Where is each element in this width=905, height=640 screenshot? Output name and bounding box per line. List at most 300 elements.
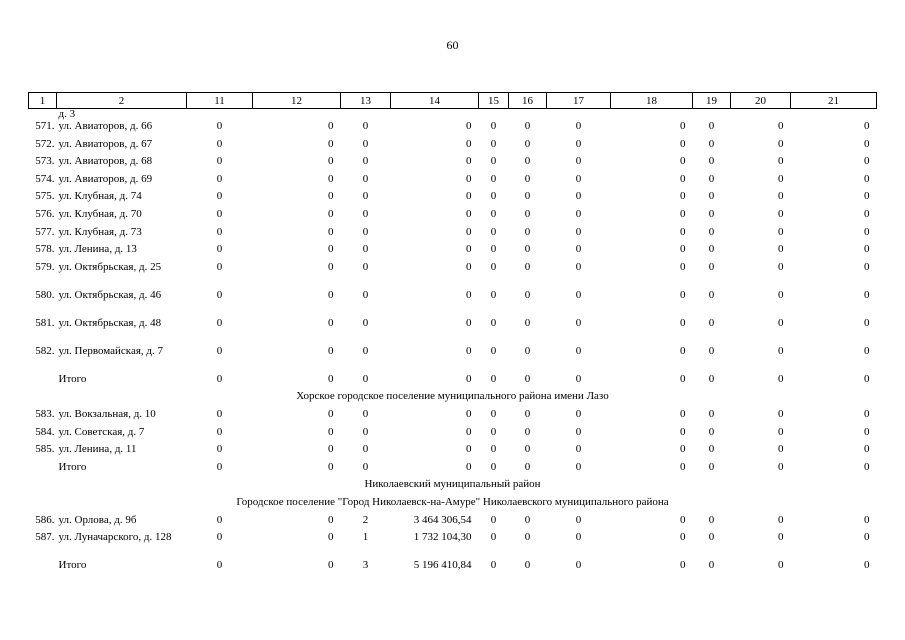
value-cell: 0 (524, 288, 531, 301)
value-cell: 0 (216, 344, 223, 357)
value-cell: 0 (362, 137, 369, 150)
value-cell: 0 (864, 460, 870, 473)
value-cell: 0 (490, 443, 497, 456)
value-cell: 0 (524, 120, 531, 132)
value-cell: 0 (778, 344, 784, 357)
value-cell: 0 (778, 425, 784, 438)
row-number: 573. (35, 155, 55, 168)
value-cell: 0 (708, 288, 715, 301)
value-cell: 0 (216, 243, 223, 256)
value-cell: 0 (778, 137, 784, 150)
value-cell: 0 (864, 260, 870, 273)
value-cell: 0 (778, 190, 784, 203)
value-cell: 0 (490, 425, 497, 438)
address-cell: ул. Первомайская, д. 7 (58, 344, 163, 357)
value-cell: 0 (328, 225, 334, 238)
value-cell: 0 (575, 407, 582, 420)
value-cell: 0 (680, 443, 686, 456)
value-cell: 0 (216, 155, 223, 168)
section-heading-row (29, 391, 877, 409)
value-cell: 0 (362, 407, 369, 420)
value-cell: 0 (524, 513, 531, 526)
value-cell: 0 (216, 531, 223, 544)
value-cell: 0 (328, 260, 334, 273)
value-cell: 0 (216, 372, 223, 385)
row-number-cell (29, 374, 57, 392)
value-cell: 0 (524, 344, 531, 357)
value-cell: 0 (328, 155, 334, 168)
column-header: 14 (391, 93, 479, 109)
value-cell: 0 (575, 225, 582, 238)
row-number-cell (29, 462, 57, 480)
row-number: 571. (35, 120, 55, 132)
total-row (29, 560, 877, 578)
value-cell: 0 (328, 316, 334, 329)
value-cell: 0 (864, 190, 870, 203)
value-cell: 0 (524, 207, 531, 220)
column-header: 21 (791, 93, 877, 109)
value-cell: 0 (466, 288, 472, 301)
value-cell: 0 (328, 137, 334, 150)
value-cell: 0 (490, 243, 497, 256)
value-cell: 0 (575, 137, 582, 150)
value-cell: 0 (216, 260, 223, 273)
value-cell: 0 (778, 372, 784, 385)
value-cell: 0 (708, 207, 715, 220)
value-cell: 0 (328, 443, 334, 456)
value-cell: 0 (778, 407, 784, 420)
column-header: 19 (693, 93, 731, 109)
row-number: 574. (35, 172, 55, 185)
value-cell: 0 (466, 190, 472, 203)
value-cell: 0 (864, 316, 870, 329)
value-cell: 3 (362, 559, 369, 572)
value-cell: 0 (362, 207, 369, 220)
value-cell: 0 (216, 288, 223, 301)
value-cell: 0 (362, 155, 369, 168)
value-cell: 0 (708, 120, 715, 132)
value-cell: 0 (575, 243, 582, 256)
value-cell: 0 (216, 443, 223, 456)
table-row (29, 139, 877, 157)
value-cell: 0 (362, 288, 369, 301)
column-header: 18 (611, 93, 693, 109)
value-cell: 0 (216, 207, 223, 220)
value-cell: 0 (708, 531, 715, 544)
total-row (29, 374, 877, 392)
value-cell: 0 (575, 172, 582, 185)
table-row (29, 174, 877, 192)
value-cell: 0 (216, 425, 223, 438)
value-cell: 0 (708, 559, 715, 572)
value-cell: 5 196 410,84 (413, 559, 472, 572)
address-cell: ул. Клубная, д. 70 (58, 207, 142, 220)
continuation-text: д. 3 (58, 108, 76, 120)
value-cell: 0 (708, 407, 715, 420)
value-cell: 0 (708, 137, 715, 150)
value-cell: 0 (524, 137, 531, 150)
value-cell: 0 (778, 316, 784, 329)
value-cell: 0 (490, 155, 497, 168)
column-header: 12 (253, 93, 341, 109)
table-header (29, 93, 877, 109)
address-cell: ул. Октябрьская, д. 25 (58, 260, 162, 273)
value-cell: 0 (362, 120, 369, 132)
value-cell: 1 732 104,30 (413, 531, 472, 544)
value-cell: 0 (328, 207, 334, 220)
value-cell: 0 (216, 120, 223, 132)
value-cell: 0 (680, 172, 686, 185)
value-cell: 0 (708, 513, 715, 526)
value-cell: 0 (216, 316, 223, 329)
value-cell: 0 (524, 260, 531, 273)
value-cell: 0 (490, 137, 497, 150)
row-number: 580. (35, 288, 55, 301)
value-cell: 0 (575, 372, 582, 385)
table-body (29, 109, 877, 578)
table-row (29, 244, 877, 262)
value-cell: 0 (490, 225, 497, 238)
value-cell: 0 (680, 137, 686, 150)
value-cell: 0 (708, 190, 715, 203)
table-row (29, 156, 877, 174)
value-cell: 0 (328, 243, 334, 256)
value-cell: 0 (778, 207, 784, 220)
value-cell: 0 (328, 559, 334, 572)
table-row (29, 191, 877, 209)
table-row (29, 532, 877, 560)
section-heading: Хорское городское поселение муниципального района имени Лазо (296, 390, 609, 403)
value-cell: 0 (490, 120, 497, 132)
value-cell: 0 (466, 120, 472, 132)
value-cell: 0 (864, 559, 870, 572)
address-cell: ул. Советская, д. 7 (58, 425, 145, 438)
column-header: 17 (547, 93, 611, 109)
column-header: 20 (731, 93, 791, 109)
row-number: 572. (35, 137, 55, 150)
value-cell: 0 (575, 316, 582, 329)
address-cell: ул. Орлова, д. 9б (58, 513, 137, 526)
row-number: 578. (35, 243, 55, 256)
value-cell: 0 (708, 425, 715, 438)
header-row (29, 93, 877, 109)
total-row (29, 462, 877, 480)
value-cell: 0 (524, 316, 531, 329)
table-row (29, 346, 877, 374)
value-cell: 0 (575, 460, 582, 473)
address-cell: ул. Ленина, д. 11 (58, 443, 137, 456)
value-cell: 0 (362, 344, 369, 357)
value-cell: 0 (708, 460, 715, 473)
value-cell: 0 (778, 443, 784, 456)
column-header: 11 (187, 93, 253, 109)
value-cell: 0 (708, 155, 715, 168)
value-cell: 0 (216, 172, 223, 185)
value-cell: 0 (216, 407, 223, 420)
value-cell: 0 (524, 225, 531, 238)
value-cell: 0 (362, 460, 369, 473)
table-row (29, 121, 877, 139)
page-number: 60 (446, 38, 459, 52)
row-number: 586. (35, 513, 55, 526)
value-cell: 0 (778, 155, 784, 168)
value-cell: 0 (490, 513, 497, 526)
value-cell: 0 (864, 531, 870, 544)
value-cell: 0 (680, 190, 686, 203)
value-cell: 0 (864, 344, 870, 357)
data-table (28, 92, 877, 578)
value-cell: 0 (864, 172, 870, 185)
table-row (29, 209, 877, 227)
value-cell: 0 (708, 316, 715, 329)
table-row (29, 290, 877, 318)
table-row (29, 409, 877, 427)
row-number: 583. (35, 407, 55, 420)
address-cell: ул. Октябрьская, д. 48 (58, 316, 162, 329)
value-cell: 0 (328, 190, 334, 203)
table-row (29, 444, 877, 462)
value-cell: 0 (680, 344, 686, 357)
value-cell: 0 (466, 407, 472, 420)
value-cell: 0 (216, 460, 223, 473)
value-cell: 0 (575, 190, 582, 203)
value-cell: 0 (524, 531, 531, 544)
value-cell: 0 (524, 425, 531, 438)
value-cell: 0 (490, 372, 497, 385)
address-cell: ул. Ленина, д. 13 (58, 243, 137, 256)
value-cell: 0 (216, 513, 223, 526)
value-cell: 0 (575, 531, 582, 544)
value-cell: 0 (575, 288, 582, 301)
value-cell: 0 (328, 344, 334, 357)
value-cell: 0 (680, 372, 686, 385)
value-cell: 0 (575, 207, 582, 220)
value-cell: 0 (864, 137, 870, 150)
value-cell: 0 (328, 425, 334, 438)
value-cell: 0 (362, 260, 369, 273)
value-cell: 0 (778, 288, 784, 301)
value-cell: 0 (328, 172, 334, 185)
value-cell: 0 (466, 207, 472, 220)
address-cell: ул. Вокзальная, д. 10 (58, 407, 156, 420)
value-cell: 0 (778, 559, 784, 572)
value-cell: 0 (864, 288, 870, 301)
value-cell: 0 (362, 243, 369, 256)
column-header: 15 (479, 93, 509, 109)
row-number: 585. (35, 443, 55, 456)
value-cell: 0 (524, 172, 531, 185)
column-header: 1 (29, 93, 57, 109)
value-cell: 0 (680, 513, 686, 526)
value-cell: 0 (490, 207, 497, 220)
value-cell: 0 (524, 190, 531, 203)
value-cell: 0 (708, 243, 715, 256)
total-label: Итого (58, 372, 87, 385)
value-cell: 0 (680, 460, 686, 473)
value-cell: 0 (466, 425, 472, 438)
value-cell: 0 (490, 344, 497, 357)
value-cell: 0 (864, 425, 870, 438)
table-row (29, 318, 877, 346)
value-cell: 0 (524, 155, 531, 168)
value-cell: 0 (864, 225, 870, 238)
value-cell: 0 (524, 372, 531, 385)
value-cell: 0 (864, 513, 870, 526)
row-number: 587. (35, 531, 55, 544)
section-heading-row (29, 479, 877, 497)
value-cell: 0 (216, 225, 223, 238)
value-cell: 0 (490, 172, 497, 185)
value-cell: 0 (362, 225, 369, 238)
table-row (29, 262, 877, 290)
value-cell: 0 (778, 172, 784, 185)
value-cell: 3 464 306,54 (413, 513, 472, 526)
value-cell: 0 (778, 460, 784, 473)
value-cell: 0 (328, 407, 334, 420)
value-cell: 0 (575, 155, 582, 168)
value-cell: 0 (680, 260, 686, 273)
address-cell: ул. Авиаторов, д. 67 (58, 137, 153, 150)
total-label: Итого (58, 559, 87, 572)
value-cell: 0 (778, 513, 784, 526)
value-cell: 0 (680, 243, 686, 256)
value-cell: 0 (575, 260, 582, 273)
value-cell: 0 (466, 260, 472, 273)
row-number: 579. (35, 260, 55, 273)
value-cell: 0 (864, 207, 870, 220)
row-number: 584. (35, 425, 55, 438)
value-cell: 0 (466, 137, 472, 150)
value-cell: 0 (708, 225, 715, 238)
value-cell: 0 (466, 344, 472, 357)
value-cell: 0 (778, 225, 784, 238)
value-cell: 0 (680, 155, 686, 168)
value-cell: 0 (680, 207, 686, 220)
value-cell: 0 (575, 425, 582, 438)
value-cell: 0 (490, 190, 497, 203)
value-cell: 0 (680, 531, 686, 544)
address-cell: ул. Авиаторов, д. 66 (58, 120, 153, 132)
address-cell: ул. Клубная, д. 73 (58, 225, 142, 238)
value-cell: 0 (328, 531, 334, 544)
value-cell: 0 (680, 288, 686, 301)
address-cell: ул. Клубная, д. 74 (58, 190, 142, 203)
value-cell: 0 (466, 225, 472, 238)
value-cell: 0 (524, 243, 531, 256)
row-number: 576. (35, 207, 55, 220)
continuation-row (29, 109, 877, 122)
value-cell: 0 (328, 120, 334, 132)
address-cell: ул. Октябрьская, д. 46 (58, 288, 162, 301)
section-heading-row (29, 497, 877, 515)
value-cell: 0 (575, 559, 582, 572)
row-number: 582. (35, 344, 55, 357)
section-heading: Городское поселение "Город Николаевск-на-Амуре" Николаевского муниципального района (236, 495, 669, 508)
value-cell: 0 (466, 243, 472, 256)
value-cell: 0 (864, 120, 870, 132)
value-cell: 0 (490, 316, 497, 329)
value-cell: 0 (708, 443, 715, 456)
value-cell: 0 (680, 120, 686, 132)
row-number-cell (29, 560, 57, 578)
address-cell: ул. Луначарского, д. 128 (58, 531, 172, 544)
value-cell: 0 (778, 260, 784, 273)
value-cell: 0 (216, 137, 223, 150)
value-cell: 0 (864, 155, 870, 168)
value-cell: 0 (575, 344, 582, 357)
value-cell: 0 (362, 443, 369, 456)
value-cell: 0 (864, 243, 870, 256)
value-cell: 0 (778, 243, 784, 256)
value-cell: 0 (490, 260, 497, 273)
value-cell: 0 (328, 513, 334, 526)
value-cell: 0 (328, 372, 334, 385)
value-cell: 0 (216, 190, 223, 203)
value-cell: 0 (466, 316, 472, 329)
value-cell: 0 (490, 288, 497, 301)
value-cell: 0 (575, 513, 582, 526)
address-cell: ул. Авиаторов, д. 69 (58, 172, 153, 185)
table-row (29, 515, 877, 533)
value-cell: 0 (680, 316, 686, 329)
row-number: 581. (35, 316, 55, 329)
value-cell: 0 (466, 372, 472, 385)
column-header: 2 (57, 93, 187, 109)
value-cell: 0 (778, 531, 784, 544)
value-cell: 0 (490, 531, 497, 544)
value-cell: 0 (328, 460, 334, 473)
table-row (29, 227, 877, 245)
table-row (29, 427, 877, 445)
value-cell: 0 (524, 407, 531, 420)
value-cell: 1 (362, 531, 369, 544)
value-cell: 0 (490, 460, 497, 473)
value-cell: 0 (680, 425, 686, 438)
column-header: 16 (509, 93, 547, 109)
value-cell: 0 (708, 372, 715, 385)
address-cell: ул. Авиаторов, д. 68 (58, 155, 153, 168)
value-cell: 0 (466, 460, 472, 473)
value-cell: 0 (524, 460, 531, 473)
value-cell: 0 (864, 443, 870, 456)
value-cell: 0 (708, 172, 715, 185)
value-cell: 0 (864, 407, 870, 420)
column-header: 13 (341, 93, 391, 109)
total-label: Итого (58, 460, 87, 473)
value-cell: 0 (466, 443, 472, 456)
value-cell: 0 (680, 407, 686, 420)
value-cell: 0 (362, 372, 369, 385)
value-cell: 0 (524, 443, 531, 456)
value-cell: 0 (708, 260, 715, 273)
value-cell: 0 (216, 559, 223, 572)
value-cell: 0 (778, 120, 784, 132)
section-heading: Николаевский муниципальный район (364, 478, 541, 491)
value-cell: 0 (680, 559, 686, 572)
value-cell: 0 (708, 344, 715, 357)
value-cell: 0 (680, 225, 686, 238)
value-cell: 0 (362, 190, 369, 203)
value-cell: 0 (328, 288, 334, 301)
value-cell: 0 (864, 372, 870, 385)
value-cell: 0 (575, 443, 582, 456)
value-cell: 0 (490, 407, 497, 420)
value-cell: 0 (490, 559, 497, 572)
value-cell: 0 (362, 172, 369, 185)
value-cell: 0 (362, 316, 369, 329)
row-number: 577. (35, 225, 55, 238)
value-cell: 0 (524, 559, 531, 572)
